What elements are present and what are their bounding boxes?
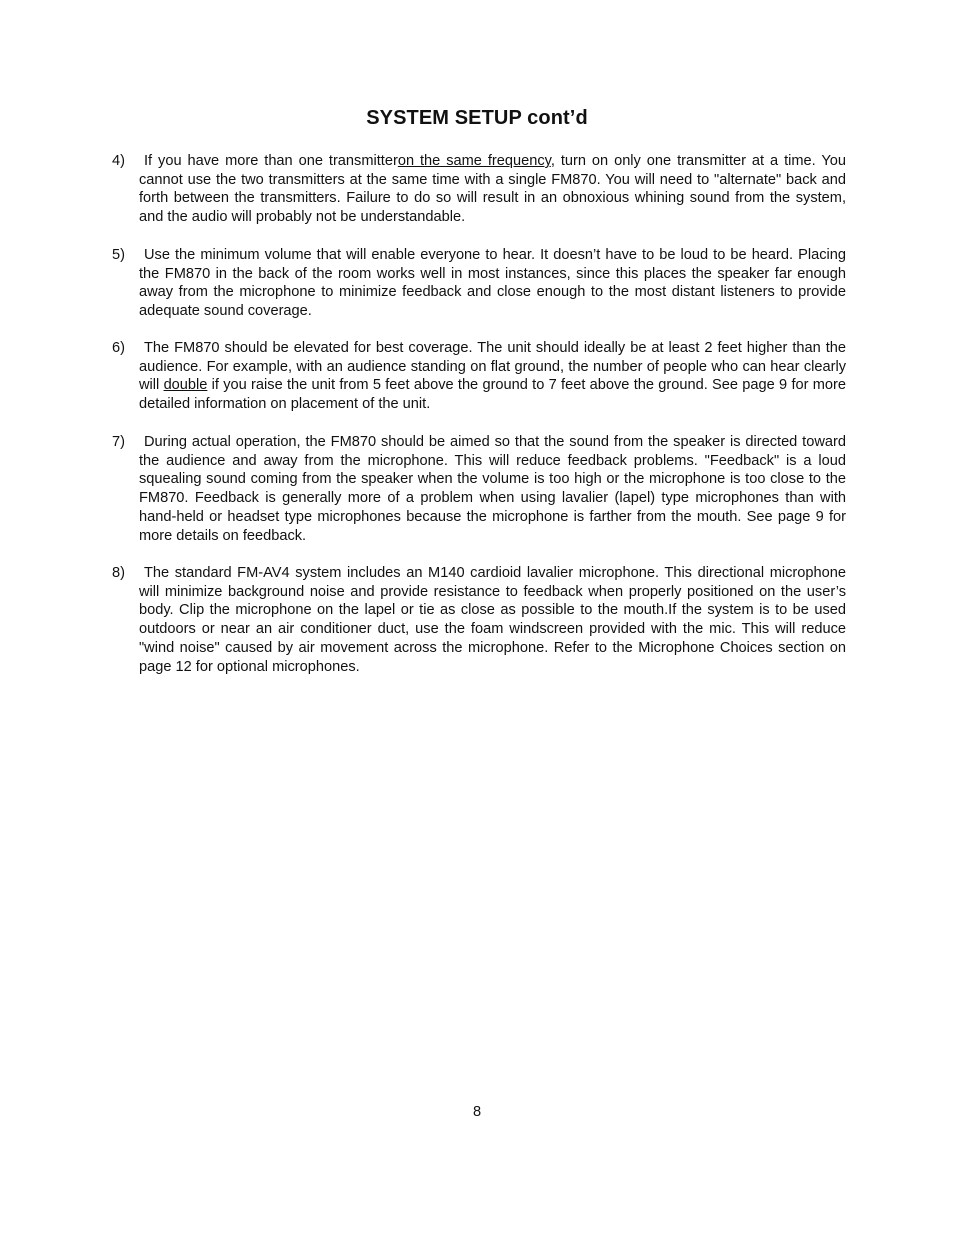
- underlined-phrase: on the same frequency: [397, 153, 551, 169]
- item-text: [139, 339, 846, 414]
- item-text-part: The FM870 should be elevated for best coverage. The unit should ideally be at least 2 feet higher than the audience. For example, with an audience standing on flat ground, the number of people who can hear clearly will: [139, 340, 846, 394]
- underlined-word: double: [163, 377, 208, 394]
- item-text-part: Use the minimum volume that will enable everyone to hear. It doesn’t have to be loud to be heard. Placing the FM870 in the back of the room works well in most instances, since this places the speaker far enough away from the microphone to minimize feedback and close enough to the most distant listeners to provide adequate sound coverage.: [139, 247, 846, 320]
- page-title: SYSTEM SETUP cont’d: [366, 107, 588, 129]
- list-item-7: [112, 433, 846, 545]
- list-item-8: [112, 564, 846, 676]
- item-text-part: If you have more than one transmitter: [144, 153, 398, 169]
- item-text: [139, 564, 846, 676]
- list-item-4: [112, 152, 846, 227]
- item-text: [139, 246, 846, 321]
- item-number: 4): [112, 153, 125, 169]
- page-number: 8: [472, 1104, 482, 1120]
- item-text-part: The standard FM-AV4 system includes an M140 cardioid lavalier microphone. This directional microphone will minimize background noise and provide resistance to feedback when properly positioned on the user’s body. Clip the microphone on the lapel or tie as close as possible to the mouth.If the system is to be used outdoors or near an air conditioner duct, use the foam windscreen provided with the mic. This will reduce "wind noise" caused by air movement across the microphone. Refer to the Microphone Choices section on page 12 for optional microphones.: [139, 565, 846, 675]
- list-item-5: [112, 246, 846, 321]
- item-text-part: if you raise the unit from 5 feet above the ground to 7 feet above the ground. See page 9 for more detailed information on placement of the unit.: [139, 377, 846, 413]
- item-text: [139, 152, 846, 227]
- item-number: 8): [112, 565, 125, 581]
- item-number: 6): [112, 340, 125, 356]
- item-number: 5): [112, 247, 125, 263]
- item-text-part: , turn on only one transmitter at a time. You cannot use the two transmitters at the same time with a single FM870. You will need to "alternate" back and forth between the transmitters. Failure to do so will result in an obnoxious whining sound from the system, and the audio will probably not be understandable.: [139, 153, 846, 226]
- item-text-part: During actual operation, the FM870 should be aimed so that the sound from the speaker is directed toward the audience and away from the microphone. This will reduce feedback problems. "Feedback" is a loud squealing sound coming from the speaker when the volume is too high or the microphone is too close to the FM870. Feedback is generally more of a problem when using lavalier (lapel) type microphones than with hand-held or headset type microphones because the microphone is farther from the mouth. See page 9 for more details on feedback.: [139, 434, 846, 544]
- item-number: 7): [112, 434, 125, 450]
- list-item-6: [112, 339, 846, 414]
- item-text: [139, 433, 846, 545]
